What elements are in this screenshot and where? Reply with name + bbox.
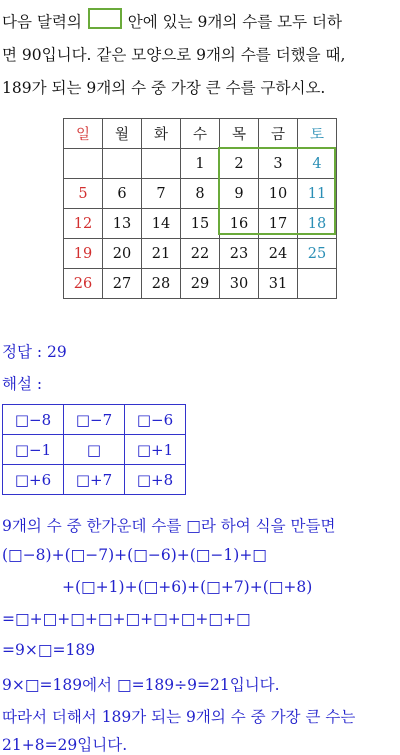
- calendar-day: 2: [220, 149, 259, 179]
- problem-line-1-start: 다음 달력의: [2, 13, 82, 31]
- calendar-day: 18: [298, 209, 337, 239]
- calendar-header-mon: 월: [103, 119, 142, 149]
- calendar-day: 31: [259, 269, 298, 299]
- calendar-header-row: [64, 119, 337, 149]
- variable-grid-cell: □+8: [125, 465, 186, 495]
- variable-grid-cell: □: [64, 435, 125, 465]
- variable-grid-row: [3, 405, 186, 435]
- calendar-day: 20: [103, 239, 142, 269]
- solution-line-3: +(□+1)+(□+6)+(□+7)+(□+8): [62, 578, 313, 596]
- calendar-week-3: [64, 209, 337, 239]
- calendar-day: 14: [142, 209, 181, 239]
- calendar-day: 13: [103, 209, 142, 239]
- calendar-day: 26: [64, 269, 103, 299]
- calendar-day: 3: [259, 149, 298, 179]
- calendar-day: 25: [298, 239, 337, 269]
- answer-line: [2, 340, 67, 362]
- calendar-day: 24: [259, 239, 298, 269]
- calendar-day: 30: [220, 269, 259, 299]
- variable-grid-cell: □−8: [3, 405, 64, 435]
- problem-text: [2, 6, 398, 105]
- answer-value: 29: [47, 343, 67, 361]
- calendar-header-thu: 목: [220, 119, 259, 149]
- problem-line-1-end: 안에 있는 9개의 수를 모두 더하: [127, 13, 342, 31]
- calendar-day: 6: [103, 179, 142, 209]
- variable-grid-row: [3, 465, 186, 495]
- calendar-week-1: [64, 149, 337, 179]
- solution-line-7: 따라서 더해서 189가 되는 9개의 수 중 가장 큰 수는: [2, 708, 356, 726]
- solution-line-2: (□−8)+(□−7)+(□−6)+(□−1)+□: [2, 546, 267, 564]
- calendar-day: 9: [220, 179, 259, 209]
- solution-line-6: 9×□=189에서 □=189÷9=21입니다.: [2, 676, 280, 694]
- calendar-header-fri: 금: [259, 119, 298, 149]
- solution-line-5: =9×□=189: [2, 641, 96, 659]
- calendar-day: [64, 149, 103, 179]
- calendar-day: 16: [220, 209, 259, 239]
- calendar-day: 27: [103, 269, 142, 299]
- calendar-day: 15: [181, 209, 220, 239]
- calendar-day: 11: [298, 179, 337, 209]
- calendar-day: 19: [64, 239, 103, 269]
- calendar-day: 28: [142, 269, 181, 299]
- solution-line-8: 21+8=29입니다.: [2, 736, 128, 754]
- problem-line-1: [2, 6, 398, 39]
- calendar-day: 12: [64, 209, 103, 239]
- calendar-day: [103, 149, 142, 179]
- explanation-label: 해설 :: [2, 375, 43, 393]
- calendar-day: 22: [181, 239, 220, 269]
- calendar-day: 10: [259, 179, 298, 209]
- variable-grid-row: [3, 435, 186, 465]
- solution-line-4: =□+□+□+□+□+□+□+□+□: [2, 610, 251, 628]
- calendar-header-sat: 토: [298, 119, 337, 149]
- calendar-day: 21: [142, 239, 181, 269]
- calendar-day: 8: [181, 179, 220, 209]
- variable-grid-cell: □−7: [64, 405, 125, 435]
- calendar-day: 17: [259, 209, 298, 239]
- calendar-day: 4: [298, 149, 337, 179]
- calendar-week-2: [64, 179, 337, 209]
- solution-line-1: 9개의 수 중 한가운데 수를 □라 하여 식을 만들면: [2, 517, 336, 535]
- calendar-day: 29: [181, 269, 220, 299]
- calendar-header-sun: 일: [64, 119, 103, 149]
- variable-grid-cell: □−6: [125, 405, 186, 435]
- calendar-day: [298, 269, 337, 299]
- variable-grid-cell: □+6: [3, 465, 64, 495]
- calendar-day: 5: [64, 179, 103, 209]
- calendar-week-5: [64, 269, 337, 299]
- calendar-day: 1: [181, 149, 220, 179]
- answer-label: 정답 :: [2, 343, 43, 361]
- variable-grid-cell: □+1: [125, 435, 186, 465]
- calendar-week-4: [64, 239, 337, 269]
- green-box-icon: [88, 8, 122, 29]
- calendar-day: [142, 149, 181, 179]
- variable-grid: [2, 404, 186, 495]
- calendar-day: 7: [142, 179, 181, 209]
- calendar: [63, 118, 337, 299]
- calendar-day: 23: [220, 239, 259, 269]
- variable-grid-cell: □+7: [64, 465, 125, 495]
- calendar-header-tue: 화: [142, 119, 181, 149]
- calendar-header-wed: 수: [181, 119, 220, 149]
- problem-line-2: 면 90입니다. 같은 모양으로 9개의 수를 더했을 때,: [2, 46, 346, 64]
- problem-line-3: 189가 되는 9개의 수 중 가장 큰 수를 구하시오.: [2, 79, 326, 97]
- variable-grid-cell: □−1: [3, 435, 64, 465]
